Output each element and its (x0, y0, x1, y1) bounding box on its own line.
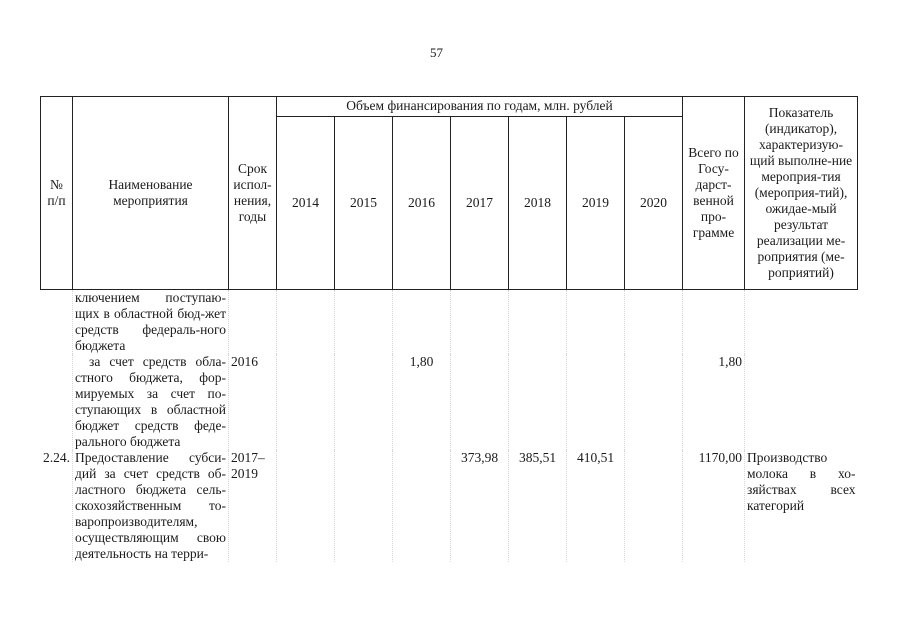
row-value-2020 (625, 290, 683, 355)
row-value-2019 (567, 354, 625, 450)
row-value-2015 (335, 354, 393, 450)
row-name: ключением поступаю-щих в областной бюд-жет средств федераль-ного бюджета (73, 290, 229, 355)
row-value-2017: 373,98 (451, 450, 509, 562)
row-indicator (745, 354, 858, 450)
row-num (41, 290, 73, 355)
table-row (41, 450, 858, 562)
row-value-2016 (393, 450, 451, 562)
row-total: 1,80 (683, 354, 745, 450)
table-row (41, 354, 858, 450)
row-value-2016: 1,80 (393, 354, 451, 450)
row-name: Предоставление субси-дий за счет средств об-ластного бюджета сель-скохозяйственным то-варопроизводителям, осуществляющим свою деятельность на терри- (73, 450, 229, 562)
row-value-2019: 410,51 (567, 450, 625, 562)
row-num (41, 354, 73, 450)
row-value-2018 (509, 354, 567, 450)
row-term: 2017–2019 (229, 450, 277, 562)
row-value-2018 (509, 290, 567, 355)
row-value-2014 (277, 290, 335, 355)
row-value-2019 (567, 290, 625, 355)
header-year-2014: 2014 (277, 117, 335, 290)
row-value-2018: 385,51 (509, 450, 567, 562)
table-row (41, 290, 858, 355)
header-name: Наименование мероприятия (73, 97, 229, 290)
row-total: 1170,00 (683, 450, 745, 562)
row-name: за счет средств обла-стного бюджета, фор-мируемых за счет по-ступающих в областной бюджет средств феде-рального бюджета (75, 354, 226, 449)
row-indicator: Производство молока в хо-зяйствах всех категорий (745, 450, 858, 562)
row-value-2016 (393, 290, 451, 355)
header-total: Всего по Госу-дарст-венной про-грамме (683, 97, 745, 290)
header-indicator: Показатель (индикатор), характеризую-щий выполне-ние мероприя-тия (мероприя-тий), ожидае-мый результат реализации ме-роприятия (ме-роприятий) (745, 97, 858, 290)
row-value-2014 (277, 450, 335, 562)
header-year-2020: 2020 (625, 117, 683, 290)
row-value-2020 (625, 354, 683, 450)
row-value-2015 (335, 450, 393, 562)
financing-table (40, 96, 858, 562)
header-num: № п/п (41, 97, 73, 290)
row-term: 2016 (229, 354, 277, 450)
row-indicator (745, 290, 858, 355)
header-term: Срок испол-нения, годы (229, 97, 277, 290)
row-value-2017 (451, 290, 509, 355)
header-year-2018: 2018 (509, 117, 567, 290)
row-value-2017 (451, 354, 509, 450)
row-name-cell (73, 354, 229, 450)
row-value-2020 (625, 450, 683, 562)
header-year-2017: 2017 (451, 117, 509, 290)
row-value-2014 (277, 354, 335, 450)
row-num: 2.24. (41, 450, 73, 562)
header-financing-group: Объем финансирования по годам, млн. рублей (277, 97, 683, 117)
header-year-2016: 2016 (393, 117, 451, 290)
row-term (229, 290, 277, 355)
page-number: 57 (430, 45, 443, 60)
header-year-2015: 2015 (335, 117, 393, 290)
row-total (683, 290, 745, 355)
header-year-2019: 2019 (567, 117, 625, 290)
row-value-2015 (335, 290, 393, 355)
